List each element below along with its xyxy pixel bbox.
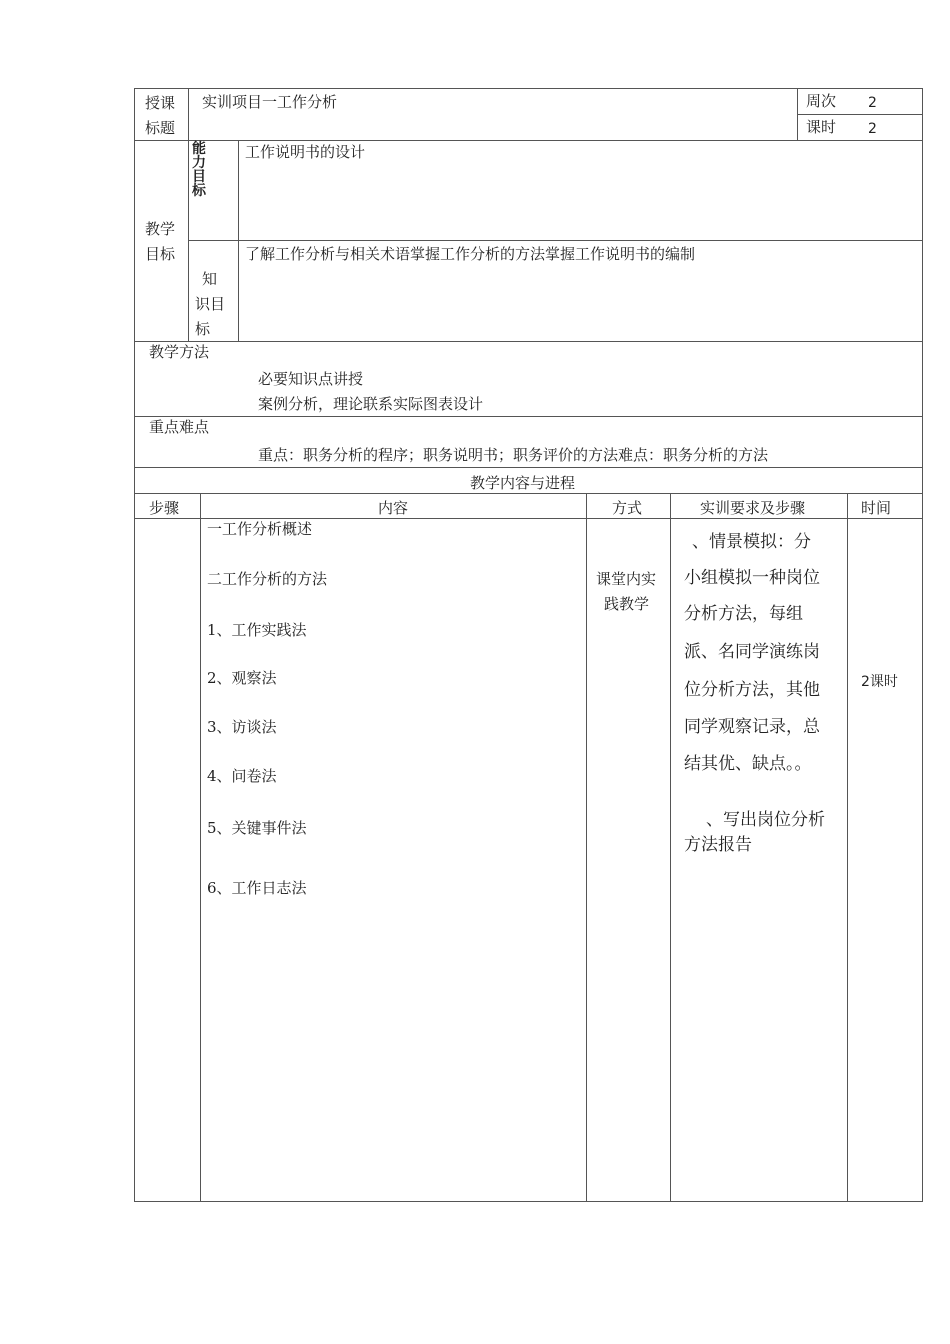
objectives-label-line-2: 目标 — [145, 245, 176, 263]
content-item: 4、问卷法 — [207, 767, 277, 785]
week-hours-divider — [797, 114, 923, 115]
ability-objective-text: 工作说明书的设计 — [245, 143, 366, 161]
requirement-line: 、写出岗位分析 — [706, 810, 825, 830]
objectives-label-line-1: 教学 — [145, 220, 176, 238]
column-divider — [670, 493, 671, 1202]
key-points-label: 重点难点 — [149, 418, 210, 436]
ability-label-char: 标 — [192, 183, 206, 199]
column-divider — [797, 88, 798, 141]
row-divider — [134, 416, 923, 417]
lesson-title: 实训项目一工作分析 — [202, 93, 338, 111]
table-border-top — [134, 88, 923, 89]
methods-label: 教学方法 — [149, 343, 210, 361]
ability-label-char: 力 — [192, 155, 206, 171]
table-border-bottom — [134, 1201, 923, 1202]
content-item: 6、工作日志法 — [207, 879, 307, 897]
knowledge-label-line-3: 标 — [195, 320, 211, 338]
requirement-line: 分析方法，每组 — [684, 604, 803, 624]
column-header-requirements: 实训要求及步骤 — [700, 499, 806, 517]
row-divider — [134, 518, 923, 519]
knowledge-objective-text: 了解工作分析与相关术语掌握工作分析的方法掌握工作说明书的编制 — [245, 245, 696, 263]
methods-line-1: 必要知识点讲授 — [258, 370, 364, 388]
content-item: 1、工作实践法 — [207, 621, 307, 639]
ability-label-char: 目 — [192, 169, 206, 185]
content-item: 3、访谈法 — [207, 718, 277, 736]
column-header-content: 内容 — [378, 499, 409, 517]
requirement-line: 位分析方法，其他 — [684, 680, 820, 700]
requirement-line: 方法报告 — [684, 835, 752, 855]
hours-value: 2 — [868, 121, 877, 137]
column-divider — [586, 493, 587, 1202]
column-header-method: 方式 — [612, 499, 643, 517]
week-value: 2 — [868, 95, 877, 111]
requirement-line: 小组模拟一种岗位 — [684, 568, 820, 588]
method-line: 课堂内实 — [596, 570, 657, 588]
table-border-right — [922, 88, 923, 1202]
week-label: 周次 — [806, 92, 837, 110]
methods-line-2: 案例分析，理论联系实际图表设计 — [258, 395, 484, 413]
ability-label-char: 能 — [192, 141, 206, 157]
knowledge-label-line-1: 知 — [202, 270, 218, 288]
row-divider — [134, 140, 923, 141]
requirement-line: 结其优、缺点。。 — [684, 754, 812, 774]
title-label-line-2: 标题 — [145, 119, 176, 137]
column-header-step: 步骤 — [149, 499, 180, 517]
column-divider — [847, 493, 848, 1202]
column-divider — [200, 493, 201, 1202]
content-item: 二工作分析的方法 — [207, 570, 328, 588]
key-points-text: 重点：职务分析的程序；职务说明书；职务评价的方法难点：职务分析的方法 — [258, 446, 769, 464]
column-divider — [238, 140, 239, 341]
column-divider — [188, 88, 189, 341]
ability-objective-label — [192, 142, 212, 198]
method-line: 践教学 — [604, 595, 650, 613]
hours-label: 课时 — [806, 118, 837, 136]
content-item: 2、观察法 — [207, 669, 277, 687]
content-item: 5、关键事件法 — [207, 819, 307, 837]
title-label-line-1: 授课 — [145, 94, 176, 112]
content-item: 一工作分析概述 — [207, 520, 313, 538]
process-section-title: 教学内容与进程 — [470, 474, 576, 492]
column-header-time: 时间 — [861, 499, 892, 517]
row-divider — [134, 341, 923, 342]
table-border-left — [134, 88, 135, 1202]
requirement-line: 、情景模拟：分 — [692, 532, 811, 552]
row-divider — [188, 240, 923, 241]
row-divider — [134, 493, 923, 494]
requirement-line: 派、名同学演练岗 — [684, 642, 820, 662]
requirement-line: 同学观察记录，总 — [684, 717, 820, 737]
time-value: 2课时 — [861, 674, 898, 690]
row-divider — [134, 467, 923, 468]
knowledge-label-line-2: 识目 — [195, 295, 226, 313]
